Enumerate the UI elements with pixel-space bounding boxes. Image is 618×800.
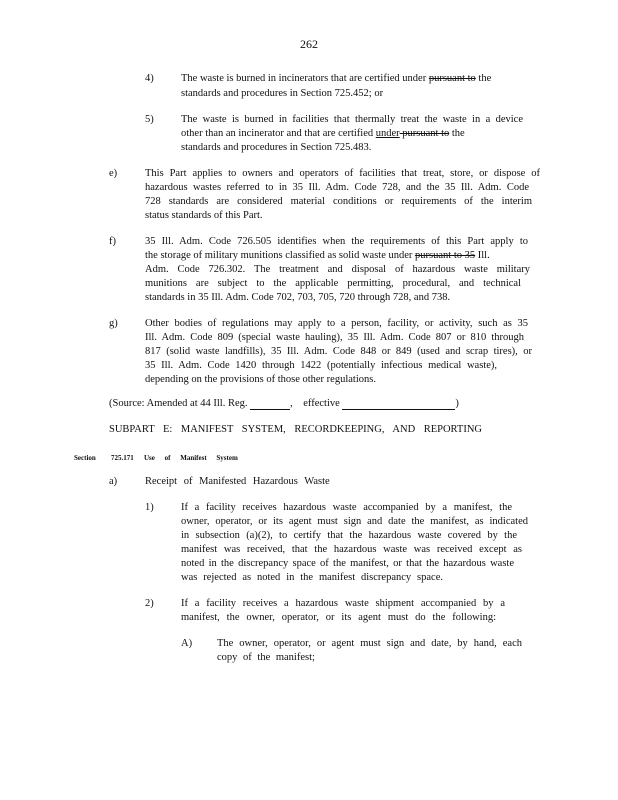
item-e-line-3: 728 standards are considered material conditions or requirements of the interim — [145, 196, 532, 207]
item-A-line-1: The owner, operator, or agent must sign and date, by hand, each — [217, 638, 522, 649]
item-f-label: f) — [109, 236, 116, 247]
item-a1-line-4: manifest was received, that the hazardous waste was received except as — [181, 544, 522, 555]
item-e-line-1: This Part applies to owners and operators of facilities that treat, store, or dispose of — [145, 168, 540, 179]
subsection-a-title: Receipt of Manifested Hazardous Waste — [145, 476, 330, 487]
item-f-line-2: the storage of military munitions classified as solid waste under pursuant to 35 Ill. — [145, 250, 490, 261]
item-4-line-2: standards and procedures in Section 725.452; or — [181, 88, 384, 99]
item-a2-line-2: manifest, the owner, operator, or its agent must do the following: — [181, 612, 496, 623]
item-a2-line-1: If a facility receives a hazardous waste shipment accompanied by a — [181, 598, 505, 609]
item-5-line-3: standards and procedures in Section 725.483. — [181, 142, 372, 153]
item-f-line-4: munitions are subject to the applicable permitting, procedural, and technical — [145, 278, 521, 289]
source-note: (Source: Amended at 44 Ill. Reg. , effective ) — [109, 398, 459, 409]
subsection-a-label: a) — [109, 476, 118, 487]
item-f-line-1: 35 Ill. Adm. Code 726.505 identifies when the requirements of this Part apply to — [145, 236, 528, 247]
item-5-line-1: The waste is burned in facilities that thermally treat the waste in a device — [181, 114, 523, 125]
item-f-line-3: Adm. Code 726.302. The treatment and disposal of hazardous waste military — [145, 264, 530, 275]
item-A-line-2: copy of the manifest; — [217, 652, 315, 663]
page-number: 262 — [300, 37, 318, 51]
section-label: Section — [74, 454, 96, 462]
item-4-label: 4) — [145, 73, 154, 84]
item-g-line-4: 35 Ill. Adm. Code 1420 through 1422 (potentially infectious medical waste), — [145, 360, 497, 371]
item-A-label: A) — [181, 638, 193, 649]
item-a1-line-5: noted in the discrepancy space of the manifest, or that the hazardous waste — [181, 558, 514, 569]
item-g-line-2: Ill. Adm. Code 809 (special waste hauling), 35 Ill. Adm. Code 807 or 810 through — [145, 332, 524, 343]
item-e-label: e) — [109, 168, 118, 179]
item-4-line-1: The waste is burned in incinerators that are certified under pursuant to the — [181, 73, 492, 84]
item-5-label: 5) — [145, 114, 154, 125]
item-a1-line-3: in subsection (a)(2), to certify that the hazardous waste covered by the — [181, 530, 517, 541]
item-a2-label: 2) — [145, 598, 154, 609]
source-reg-blank — [250, 399, 290, 410]
item-g-line-1: Other bodies of regulations may apply to a person, facility, or activity, such as 35 — [145, 318, 528, 329]
item-g-label: g) — [109, 318, 118, 329]
source-date-blank — [342, 399, 455, 410]
subpart-heading: SUBPART E: MANIFEST SYSTEM, RECORDKEEPING, AND REPORTING — [109, 424, 482, 435]
item-g-line-3: 817 (solid waste landfills), 35 Ill. Adm. Code 848 or 849 (used and scrap tires), or — [145, 346, 532, 357]
item-a1-line-1: If a facility receives hazardous waste accompanied by a manifest, the — [181, 502, 512, 513]
item-f-line-5: standards in 35 Ill. Adm. Code 702, 703, 705, 720 through 728, and 738. — [145, 292, 451, 303]
section-number: 725.171 — [111, 454, 134, 462]
item-a1-line-2: owner, operator, or its agent must sign and date the manifest, as indicated — [181, 516, 528, 527]
item-g-line-5: depending on the provisions of those other regulations. — [145, 374, 376, 385]
item-e-line-2: hazardous wastes referred to in 35 Ill. Adm. Code 728, and the 35 Ill. Adm. Code — [145, 182, 529, 193]
section-title: Use of Manifest System — [144, 454, 238, 462]
item-5-line-2: other than an incinerator and that are certified under pursuant to the — [181, 128, 465, 139]
item-a1-label: 1) — [145, 502, 154, 513]
item-e-line-4: status standards of this Part. — [145, 210, 263, 221]
item-a1-line-6: was rejected as noted in the manifest discrepancy space. — [181, 572, 443, 583]
